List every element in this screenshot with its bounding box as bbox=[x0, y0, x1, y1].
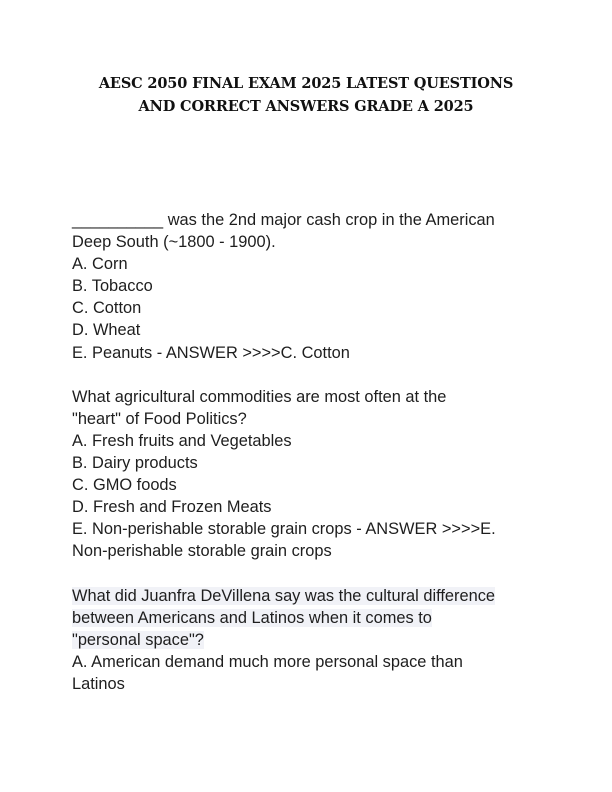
question-3-option-a-line-2: Latinos bbox=[72, 674, 125, 693]
question-3-stem-line-2 bbox=[72, 607, 552, 629]
question-1-stem-line-1: __________ was the 2nd major cash crop in the American bbox=[72, 211, 495, 229]
question-3-highlight: What did Juanfra DeVillena say was the cultural difference bbox=[72, 586, 496, 605]
question-block-1 bbox=[72, 209, 552, 364]
question-2-option-c: C. GMO foods bbox=[72, 476, 177, 495]
question-1-option-d: D. Wheat bbox=[72, 321, 141, 340]
question-1-option-e-answer: E. Peanuts - ANSWER >>>>C. Cotton bbox=[72, 343, 350, 362]
question-3-highlight: "personal space"? bbox=[72, 630, 204, 649]
question-2-stem-line-2: "heart" of Food Politics? bbox=[72, 409, 247, 428]
paragraph-gap bbox=[72, 563, 552, 585]
question-3-stem-line-3 bbox=[72, 629, 552, 651]
question-2-option-e-answer-line-1: E. Non-perishable storable grain crops - ANSWER >>>>E. bbox=[72, 520, 496, 539]
question-block-3 bbox=[72, 585, 552, 695]
question-2-option-d: D. Fresh and Frozen Meats bbox=[72, 498, 272, 517]
question-3-highlight: between Americans and Latinos when it comes to bbox=[72, 608, 432, 627]
question-block-2 bbox=[72, 386, 552, 563]
title-line-1: AESC 2050 FINAL EXAM 2025 LATEST QUESTIONS bbox=[98, 75, 514, 92]
question-3-option-a-line-1: A. American demand much more personal space than bbox=[72, 652, 463, 671]
paragraph-gap bbox=[72, 364, 552, 386]
question-3-stem-line-1 bbox=[72, 585, 552, 607]
document-body bbox=[72, 209, 552, 695]
document-title bbox=[40, 72, 572, 118]
question-1-option-b: B. Tobacco bbox=[72, 277, 153, 296]
question-2-stem-line-1: What agricultural commodities are most often at the bbox=[72, 387, 447, 406]
question-1-option-a: A. Corn bbox=[72, 255, 128, 274]
title-line-2: AND CORRECT ANSWERS GRADE A 2025 bbox=[138, 98, 474, 115]
question-2-option-a: A. Fresh fruits and Vegetables bbox=[72, 431, 292, 450]
question-2-option-e-answer-line-2: Non-perishable storable grain crops bbox=[72, 542, 332, 561]
question-1-option-c: C. Cotton bbox=[72, 299, 142, 318]
question-1-stem-line-2: Deep South (~1800 - 1900). bbox=[72, 233, 276, 252]
question-2-option-b: B. Dairy products bbox=[72, 454, 198, 473]
